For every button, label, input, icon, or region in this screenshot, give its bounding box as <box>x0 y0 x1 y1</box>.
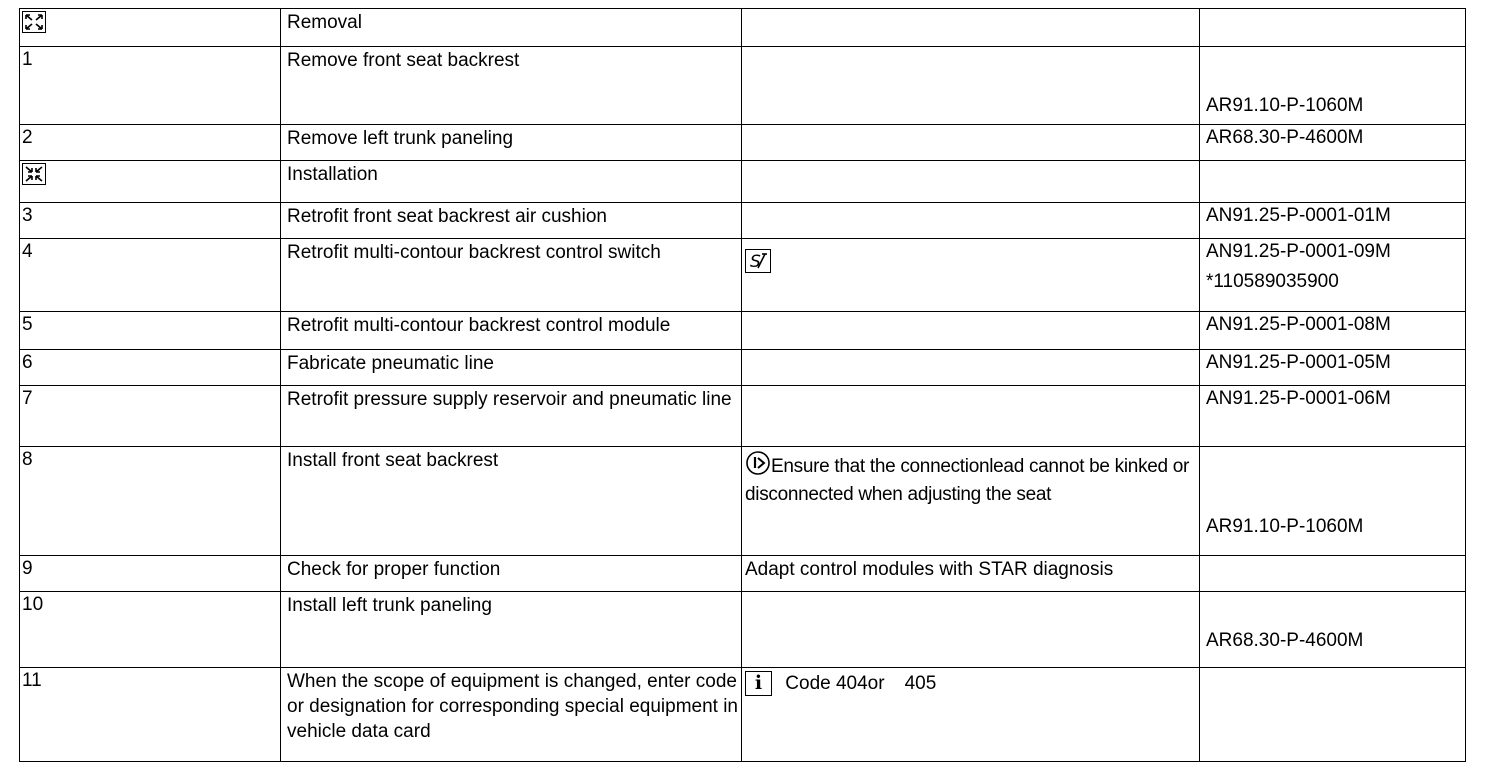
step-cell: 5 <box>20 312 281 350</box>
operation-cell: Removal <box>281 9 742 47</box>
step-cell <box>20 161 281 203</box>
note-cell <box>742 239 1200 312</box>
table-row <box>20 350 1466 386</box>
code-label: Code 404or <box>785 673 885 694</box>
reference-cell <box>1200 668 1466 762</box>
step-cell: 6 <box>20 350 281 386</box>
reference-cell <box>1200 203 1466 239</box>
reference-cell <box>1200 47 1466 125</box>
note-cell <box>742 350 1200 386</box>
reference-cell <box>1200 556 1466 592</box>
note-cell <box>742 125 1200 161</box>
reference-cell <box>1200 125 1466 161</box>
info-icon[interactable]: i <box>745 671 772 696</box>
reference-link[interactable]: AR91.10-P-1060M <box>1206 516 1364 537</box>
step-cell <box>20 9 281 47</box>
operation-cell: Retrofit multi-contour backrest control switch <box>281 239 742 312</box>
reference-cell <box>1200 239 1466 312</box>
reference-link[interactable]: AR68.30-P-4600M <box>1206 630 1364 651</box>
table-row <box>20 9 1466 47</box>
step-cell: 10 <box>20 592 281 668</box>
table-row <box>20 312 1466 350</box>
note-cell <box>742 447 1200 556</box>
operation-cell: When the scope of equipment is changed, enter code or designation for corresponding special equipment in vehicle data card <box>281 668 742 762</box>
reference-link[interactable]: AR91.10-P-1060M <box>1206 95 1364 116</box>
step-cell: 7 <box>20 386 281 447</box>
part-number: *110589035900 <box>1206 271 1339 292</box>
note-cell <box>742 312 1200 350</box>
operation-cell: Fabricate pneumatic line <box>281 350 742 386</box>
step-cell: 11 <box>20 668 281 762</box>
operation-cell: Check for proper function <box>281 556 742 592</box>
operation-cell: Remove left trunk paneling <box>281 125 742 161</box>
operation-cell: Installation <box>281 161 742 203</box>
note-cell <box>742 47 1200 125</box>
table-row <box>20 447 1466 556</box>
removal-icon <box>22 11 46 33</box>
operation-cell: Retrofit front seat backrest air cushion <box>281 203 742 239</box>
reference-cell <box>1200 592 1466 668</box>
caution-icon <box>745 450 771 476</box>
table-row <box>20 592 1466 668</box>
table-row <box>20 386 1466 447</box>
reference-link[interactable]: AN91.25-P-0001-08M <box>1206 314 1391 335</box>
caution-text: Ensure that the connectionlead cannot be kinked or disconnected when adjusting the seat <box>745 456 1190 505</box>
reference-link[interactable]: AR68.30-P-4600M <box>1206 127 1364 148</box>
caution-note <box>745 450 1215 509</box>
note-cell <box>742 161 1200 203</box>
table-row <box>20 161 1466 203</box>
note-cell <box>742 9 1200 47</box>
svg-text:S: S <box>750 252 761 271</box>
reference-cell <box>1200 447 1466 556</box>
reference-cell <box>1200 9 1466 47</box>
note-cell: Adapt control modules with STAR diagnosis <box>742 556 1200 592</box>
table-row <box>20 556 1466 592</box>
reference-cell <box>1200 386 1466 447</box>
reference-cell <box>1200 312 1466 350</box>
procedure-table <box>19 8 1466 762</box>
step-cell: 2 <box>20 125 281 161</box>
reference-link[interactable]: AN91.25-P-0001-09M <box>1206 241 1391 262</box>
reference-link[interactable]: AN91.25-P-0001-01M <box>1206 205 1391 226</box>
reference-link[interactable]: AN91.25-P-0001-05M <box>1206 352 1391 373</box>
table-row <box>20 203 1466 239</box>
installation-icon <box>22 163 46 185</box>
operation-cell: Install front seat backrest <box>281 447 742 556</box>
operation-cell: Retrofit pressure supply reservoir and pneumatic line <box>281 386 742 447</box>
step-cell: 4 <box>20 239 281 312</box>
table-row <box>20 125 1466 161</box>
reference-cell <box>1200 161 1466 203</box>
reference-link[interactable]: AN91.25-P-0001-06M <box>1206 388 1391 409</box>
note-cell <box>742 386 1200 447</box>
table-row <box>20 668 1466 762</box>
reference-cell <box>1200 350 1466 386</box>
operation-cell: Remove front seat backrest <box>281 47 742 125</box>
table-row <box>20 47 1466 125</box>
operation-cell: Retrofit multi-contour backrest control module <box>281 312 742 350</box>
note-cell <box>742 668 1200 762</box>
special-tool-icon[interactable] <box>745 249 771 273</box>
operation-cell: Install left trunk paneling <box>281 592 742 668</box>
step-cell: 3 <box>20 203 281 239</box>
step-cell: 1 <box>20 47 281 125</box>
note-cell <box>742 592 1200 668</box>
step-cell: 9 <box>20 556 281 592</box>
table-row <box>20 239 1466 312</box>
note-cell <box>742 203 1200 239</box>
code-value: 405 <box>904 673 937 694</box>
step-cell: 8 <box>20 447 281 556</box>
